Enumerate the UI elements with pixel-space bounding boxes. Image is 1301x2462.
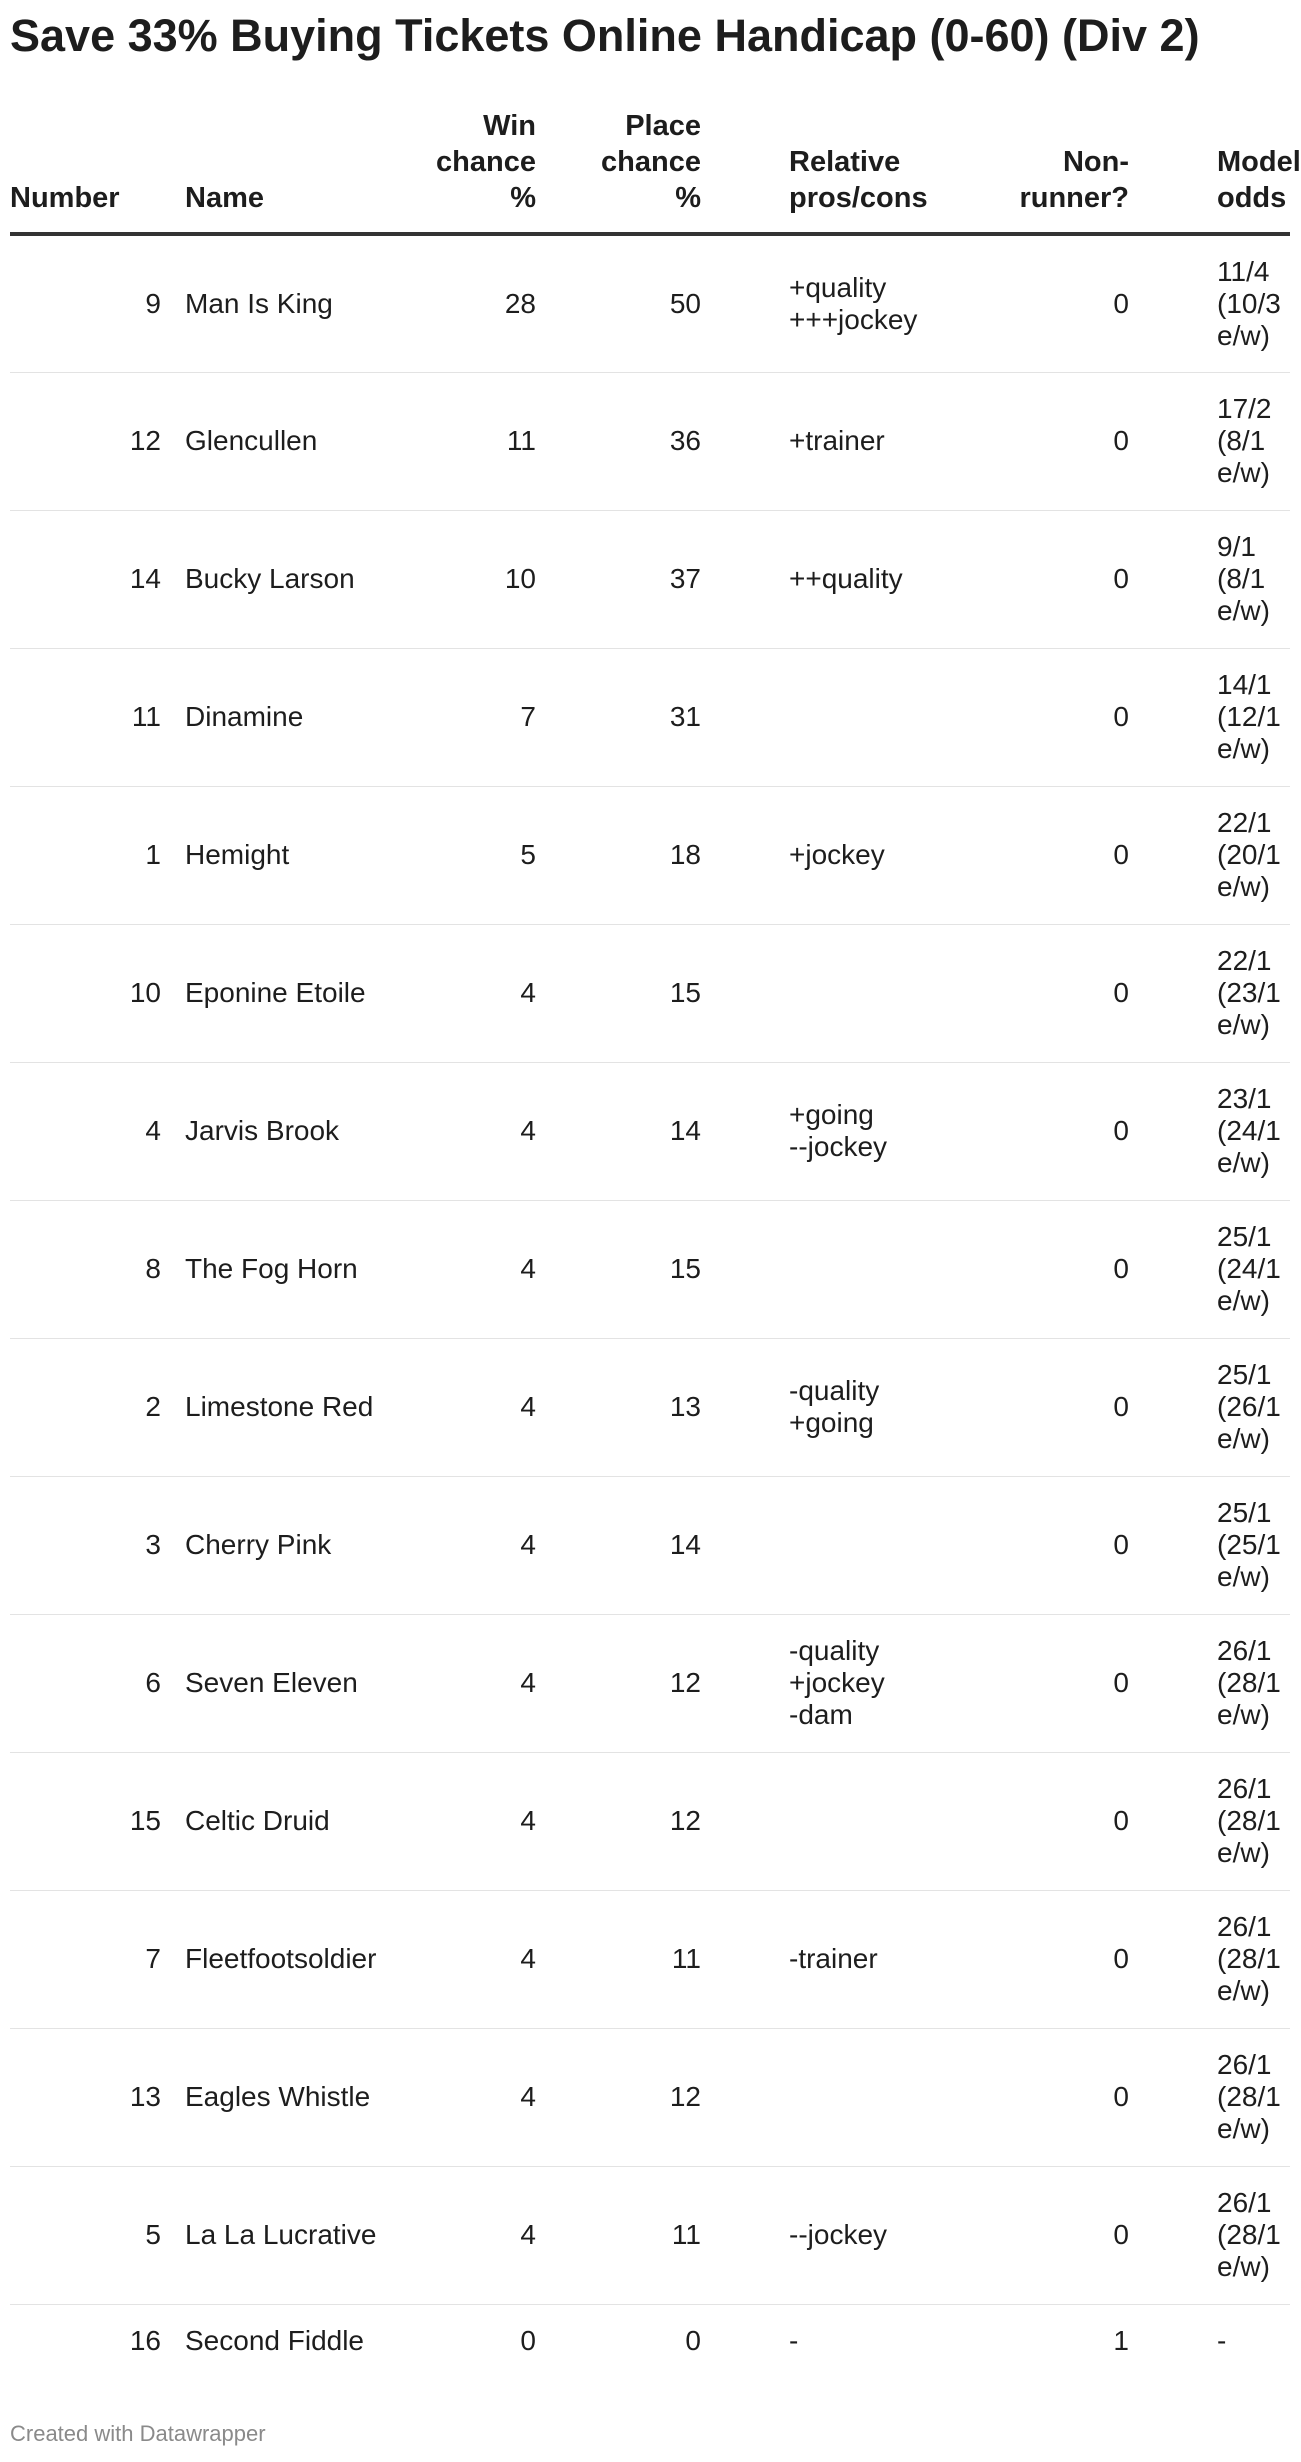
cell-number: 15 bbox=[10, 1752, 185, 1890]
cell-name: Fleetfootsoldier bbox=[185, 1890, 435, 2028]
cell-name: Bucky Larson bbox=[185, 510, 435, 648]
cell-name: Jarvis Brook bbox=[185, 1062, 435, 1200]
column-header-non-runner[interactable]: Non- runner? bbox=[905, 108, 1153, 234]
table-header-row bbox=[10, 108, 1290, 234]
cell-place-chance: 37 bbox=[560, 510, 725, 648]
cell-name: Man Is King bbox=[185, 234, 435, 372]
table-row bbox=[10, 1338, 1290, 1476]
cell-relative-pros-cons bbox=[725, 924, 905, 1062]
cell-relative-pros-cons: - bbox=[789, 2325, 799, 2357]
cell-number: 1 bbox=[10, 786, 185, 924]
cell-non-runner: 0 bbox=[905, 924, 1153, 1062]
table-row bbox=[10, 2304, 1290, 2378]
column-header-name[interactable]: Name bbox=[185, 108, 435, 234]
cell-model-odds: 22/1 (20/1 e/w) bbox=[1153, 786, 1290, 924]
cell-relative-pros-cons: -quality +jockey -dam bbox=[725, 1614, 905, 1752]
cell-place-chance: 15 bbox=[560, 1200, 725, 1338]
cell-win-chance: 10 bbox=[435, 510, 560, 648]
table-row bbox=[10, 234, 1290, 372]
cell-name: Limestone Red bbox=[185, 1338, 435, 1476]
cell-relative-pros-cons: ++quality bbox=[725, 510, 905, 648]
table-row bbox=[10, 1200, 1290, 1338]
table-row bbox=[10, 1476, 1290, 1614]
cell-number: 16 bbox=[129, 2325, 161, 2357]
cell-relative-pros-cons: --jockey bbox=[725, 2166, 905, 2304]
cell-model-odds: 26/1 (28/1 e/w) bbox=[1153, 1752, 1290, 1890]
cell-non-runner: 0 bbox=[905, 2166, 1153, 2304]
cell-number: 9 bbox=[10, 234, 185, 372]
cell-non-runner: 0 bbox=[905, 1890, 1153, 2028]
cell-model-odds: 26/1 (28/1 e/w) bbox=[1153, 1890, 1290, 2028]
cell-name: Eagles Whistle bbox=[185, 2028, 435, 2166]
cell-win-chance: 4 bbox=[435, 1476, 560, 1614]
cell-relative-pros-cons: +quality +++jockey bbox=[725, 234, 905, 372]
cell-win-chance: 0 bbox=[520, 2325, 536, 2357]
cell-number: 2 bbox=[10, 1338, 185, 1476]
table-row bbox=[10, 2166, 1290, 2304]
cell-place-chance: 12 bbox=[560, 2028, 725, 2166]
cell-place-chance: 0 bbox=[685, 2325, 701, 2357]
cell-win-chance: 4 bbox=[435, 1338, 560, 1476]
table-row bbox=[10, 1890, 1290, 2028]
table-row bbox=[10, 1062, 1290, 1200]
cell-number: 5 bbox=[10, 2166, 185, 2304]
cell-win-chance: 28 bbox=[435, 234, 560, 372]
cell-number: 11 bbox=[10, 648, 185, 786]
cell-place-chance: 11 bbox=[560, 2166, 725, 2304]
race-table bbox=[10, 108, 1301, 2378]
cell-model-odds: 26/1 (28/1 e/w) bbox=[1153, 2166, 1290, 2304]
column-header-place-chance[interactable]: Place chance % bbox=[560, 108, 725, 234]
column-header-model-odds[interactable]: Model odds bbox=[1153, 108, 1290, 234]
cell-model-odds: 25/1 (25/1 e/w) bbox=[1153, 1476, 1290, 1614]
cell-non-runner: 0 bbox=[905, 510, 1153, 648]
table-row bbox=[10, 1752, 1290, 1890]
datawrapper-credit: Created with Datawrapper bbox=[10, 2421, 266, 2446]
cell-win-chance: 5 bbox=[435, 786, 560, 924]
table-row bbox=[10, 372, 1290, 510]
column-header-win-chance[interactable]: Win chance % bbox=[435, 108, 560, 234]
cell-name: La La Lucrative bbox=[185, 2166, 435, 2304]
table-row bbox=[10, 1614, 1290, 1752]
cell-number: 3 bbox=[10, 1476, 185, 1614]
cell-non-runner: 0 bbox=[905, 1752, 1153, 1890]
cell-win-chance: 4 bbox=[435, 1614, 560, 1752]
cell-place-chance: 14 bbox=[560, 1062, 725, 1200]
table-row bbox=[10, 648, 1290, 786]
cell-non-runner: 0 bbox=[905, 1062, 1153, 1200]
cell-non-runner: 0 bbox=[905, 648, 1153, 786]
cell-place-chance: 18 bbox=[560, 786, 725, 924]
cell-number: 14 bbox=[10, 510, 185, 648]
cell-name: Glencullen bbox=[185, 372, 435, 510]
cell-model-odds: 17/2 (8/1 e/w) bbox=[1153, 372, 1290, 510]
cell-place-chance: 31 bbox=[560, 648, 725, 786]
cell-non-runner: 0 bbox=[905, 1200, 1153, 1338]
cell-relative-pros-cons: -quality +going bbox=[725, 1338, 905, 1476]
cell-model-odds: 26/1 (28/1 e/w) bbox=[1153, 2028, 1290, 2166]
cell-relative-pros-cons: +trainer bbox=[725, 372, 905, 510]
table-row bbox=[10, 2028, 1290, 2166]
column-header-relative-pros-cons[interactable]: Relative pros/cons bbox=[725, 108, 905, 234]
cell-name: Hemight bbox=[185, 786, 435, 924]
cell-non-runner: 1 bbox=[1113, 2325, 1129, 2357]
cell-place-chance: 11 bbox=[560, 1890, 725, 2028]
cell-number: 13 bbox=[10, 2028, 185, 2166]
cell-non-runner: 0 bbox=[905, 372, 1153, 510]
cell-name: The Fog Horn bbox=[185, 1200, 435, 1338]
cell-place-chance: 15 bbox=[560, 924, 725, 1062]
table-row bbox=[10, 510, 1290, 648]
cell-non-runner: 0 bbox=[905, 1614, 1153, 1752]
cell-name: Second Fiddle bbox=[185, 2325, 365, 2357]
table-row bbox=[10, 924, 1290, 1062]
cell-relative-pros-cons: +going --jockey bbox=[725, 1062, 905, 1200]
cell-win-chance: 4 bbox=[435, 1200, 560, 1338]
cell-non-runner: 0 bbox=[905, 786, 1153, 924]
cell-name: Celtic Druid bbox=[185, 1752, 435, 1890]
cell-non-runner: 0 bbox=[905, 234, 1153, 372]
cell-number: 4 bbox=[10, 1062, 185, 1200]
cell-name: Eponine Etoile bbox=[185, 924, 435, 1062]
cell-place-chance: 12 bbox=[560, 1752, 725, 1890]
cell-non-runner: 0 bbox=[905, 1476, 1153, 1614]
cell-model-odds: 25/1 (24/1 e/w) bbox=[1153, 1200, 1290, 1338]
cell-win-chance: 4 bbox=[435, 2028, 560, 2166]
cell-non-runner: 0 bbox=[905, 1338, 1153, 1476]
column-header-number[interactable]: Number bbox=[10, 108, 185, 234]
cell-number: 8 bbox=[10, 1200, 185, 1338]
cell-win-chance: 11 bbox=[435, 372, 560, 510]
cell-name: Dinamine bbox=[185, 648, 435, 786]
table-body bbox=[10, 234, 1290, 2378]
cell-name: Cherry Pink bbox=[185, 1476, 435, 1614]
cell-place-chance: 12 bbox=[560, 1614, 725, 1752]
cell-model-odds: 26/1 (28/1 e/w) bbox=[1153, 1614, 1290, 1752]
cell-win-chance: 7 bbox=[435, 648, 560, 786]
cell-name: Seven Eleven bbox=[185, 1614, 435, 1752]
cell-win-chance: 4 bbox=[435, 2166, 560, 2304]
cell-relative-pros-cons bbox=[725, 2028, 905, 2166]
cell-number: 7 bbox=[10, 1890, 185, 2028]
cell-model-odds: - bbox=[1217, 2325, 1227, 2357]
cell-model-odds: 11/4 (10/3 e/w) bbox=[1153, 234, 1290, 372]
cell-relative-pros-cons bbox=[725, 1476, 905, 1614]
page-title: Save 33% Buying Tickets Online Handicap (0-60) (Div 2) bbox=[10, 10, 1200, 61]
cell-number: 6 bbox=[10, 1614, 185, 1752]
cell-model-odds: 9/1 (8/1 e/w) bbox=[1153, 510, 1290, 648]
cell-win-chance: 4 bbox=[435, 1752, 560, 1890]
cell-win-chance: 4 bbox=[435, 1890, 560, 2028]
cell-non-runner: 0 bbox=[905, 2028, 1153, 2166]
cell-model-odds: 22/1 (23/1 e/w) bbox=[1153, 924, 1290, 1062]
cell-number: 12 bbox=[10, 372, 185, 510]
cell-relative-pros-cons bbox=[725, 648, 905, 786]
cell-place-chance: 13 bbox=[560, 1338, 725, 1476]
cell-model-odds: 14/1 (12/1 e/w) bbox=[1153, 648, 1290, 786]
cell-relative-pros-cons bbox=[725, 1752, 905, 1890]
cell-place-chance: 50 bbox=[560, 234, 725, 372]
cell-relative-pros-cons bbox=[725, 1200, 905, 1338]
cell-relative-pros-cons: -trainer bbox=[725, 1890, 905, 2028]
table-row bbox=[10, 786, 1290, 924]
cell-win-chance: 4 bbox=[435, 924, 560, 1062]
cell-model-odds: 23/1 (24/1 e/w) bbox=[1153, 1062, 1290, 1200]
cell-place-chance: 14 bbox=[560, 1476, 725, 1614]
cell-number: 10 bbox=[10, 924, 185, 1062]
cell-place-chance: 36 bbox=[560, 372, 725, 510]
cell-relative-pros-cons: +jockey bbox=[725, 786, 905, 924]
cell-win-chance: 4 bbox=[435, 1062, 560, 1200]
race-table-container[interactable] bbox=[10, 108, 1301, 2378]
cell-model-odds: 25/1 (26/1 e/w) bbox=[1153, 1338, 1290, 1476]
